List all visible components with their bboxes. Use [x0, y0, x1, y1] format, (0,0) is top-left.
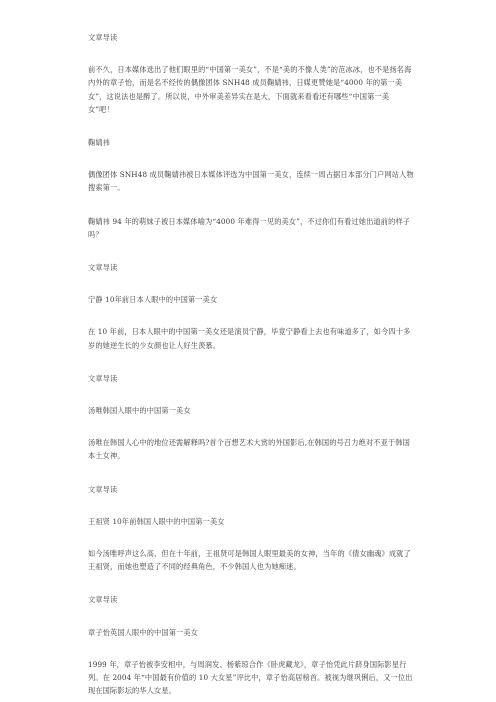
section-heading: 文章导读 [88, 595, 118, 605]
section-heading: 汤唯韩国人眼中的中国第一美女 [88, 406, 191, 416]
paragraph: 前不久，日本媒体选出了他们眼里的“中国第一美女”，不是“美的不像人类”的范冰冰，也不是扬名海内外的章子怡，而是名不经传的偶像团体 SNH48 成员鞠婧祎，日媒更赞她是“4000 年的第一美女”，这说法也是醉了。所以说，中外审美差异实在是大，下面就来看看还有哪些“中国第一美女”吧！ [88, 65, 412, 114]
paragraph: 在 10 年前，日本人眼中的中国第一美女还是演员宁静，毕竟宁静看上去也有味道多了，如今四十多岁的她逆生长的少女颜也让人好生羡慕。 [88, 327, 411, 350]
paragraph: 1999 年，章子怡被李安相中，与周润发、杨紫琼合作《卧虎藏龙》，章子怡凭此片跻身国际影星行列。在 2004 年“中国最有价值的 10 大女星”评比中，章子怡高居榜首。被视为继巩俐后，又一位出现在国际影坛的华人女星。 [88, 659, 413, 696]
section-heading: 文章导读 [88, 33, 118, 42]
section-heading: 鞠婧祎 [88, 138, 111, 148]
paragraph: 鞠婧祎 94 年的萌妹子被日本媒体喻为“4000 年难得一见的美女”，不过你们有看过她出道前的样子吗？ [88, 216, 411, 239]
section-heading: 文章导读 [88, 484, 118, 494]
document-body [88, 31, 414, 697]
paragraph: 如今汤唯呼声这么高，但在十年前，王祖贤可是韩国人眼里最美的女神，当年的《倩女幽魂》成就了王祖贤，而她也塑造了不同的经典角色，不少韩国人也为她痴迷。 [88, 549, 411, 572]
section-heading: 文章导读 [88, 373, 118, 383]
paragraph: 汤唯在韩国人心中的地位还需解释吗?首个百想艺术大赏的外国影后,在韩国的号召力绝对不亚于韩国本土女神。 [88, 438, 410, 461]
paragraph: 偶像团体 SNH48 成员鞠婧祎被日本媒体评选为中国第一美女，连续一周占据日本部分门户网站人物搜索第一。 [88, 170, 414, 193]
section-heading: 王祖贤 10年前韩国人眼中的中国第一美女 [88, 516, 225, 526]
section-heading: 章子怡英国人眼中的中国第一美女 [88, 627, 199, 637]
section-heading: 宁静 10年前日本人眼中的中国第一美女 [88, 295, 218, 305]
section-heading: 文章导读 [88, 263, 118, 273]
